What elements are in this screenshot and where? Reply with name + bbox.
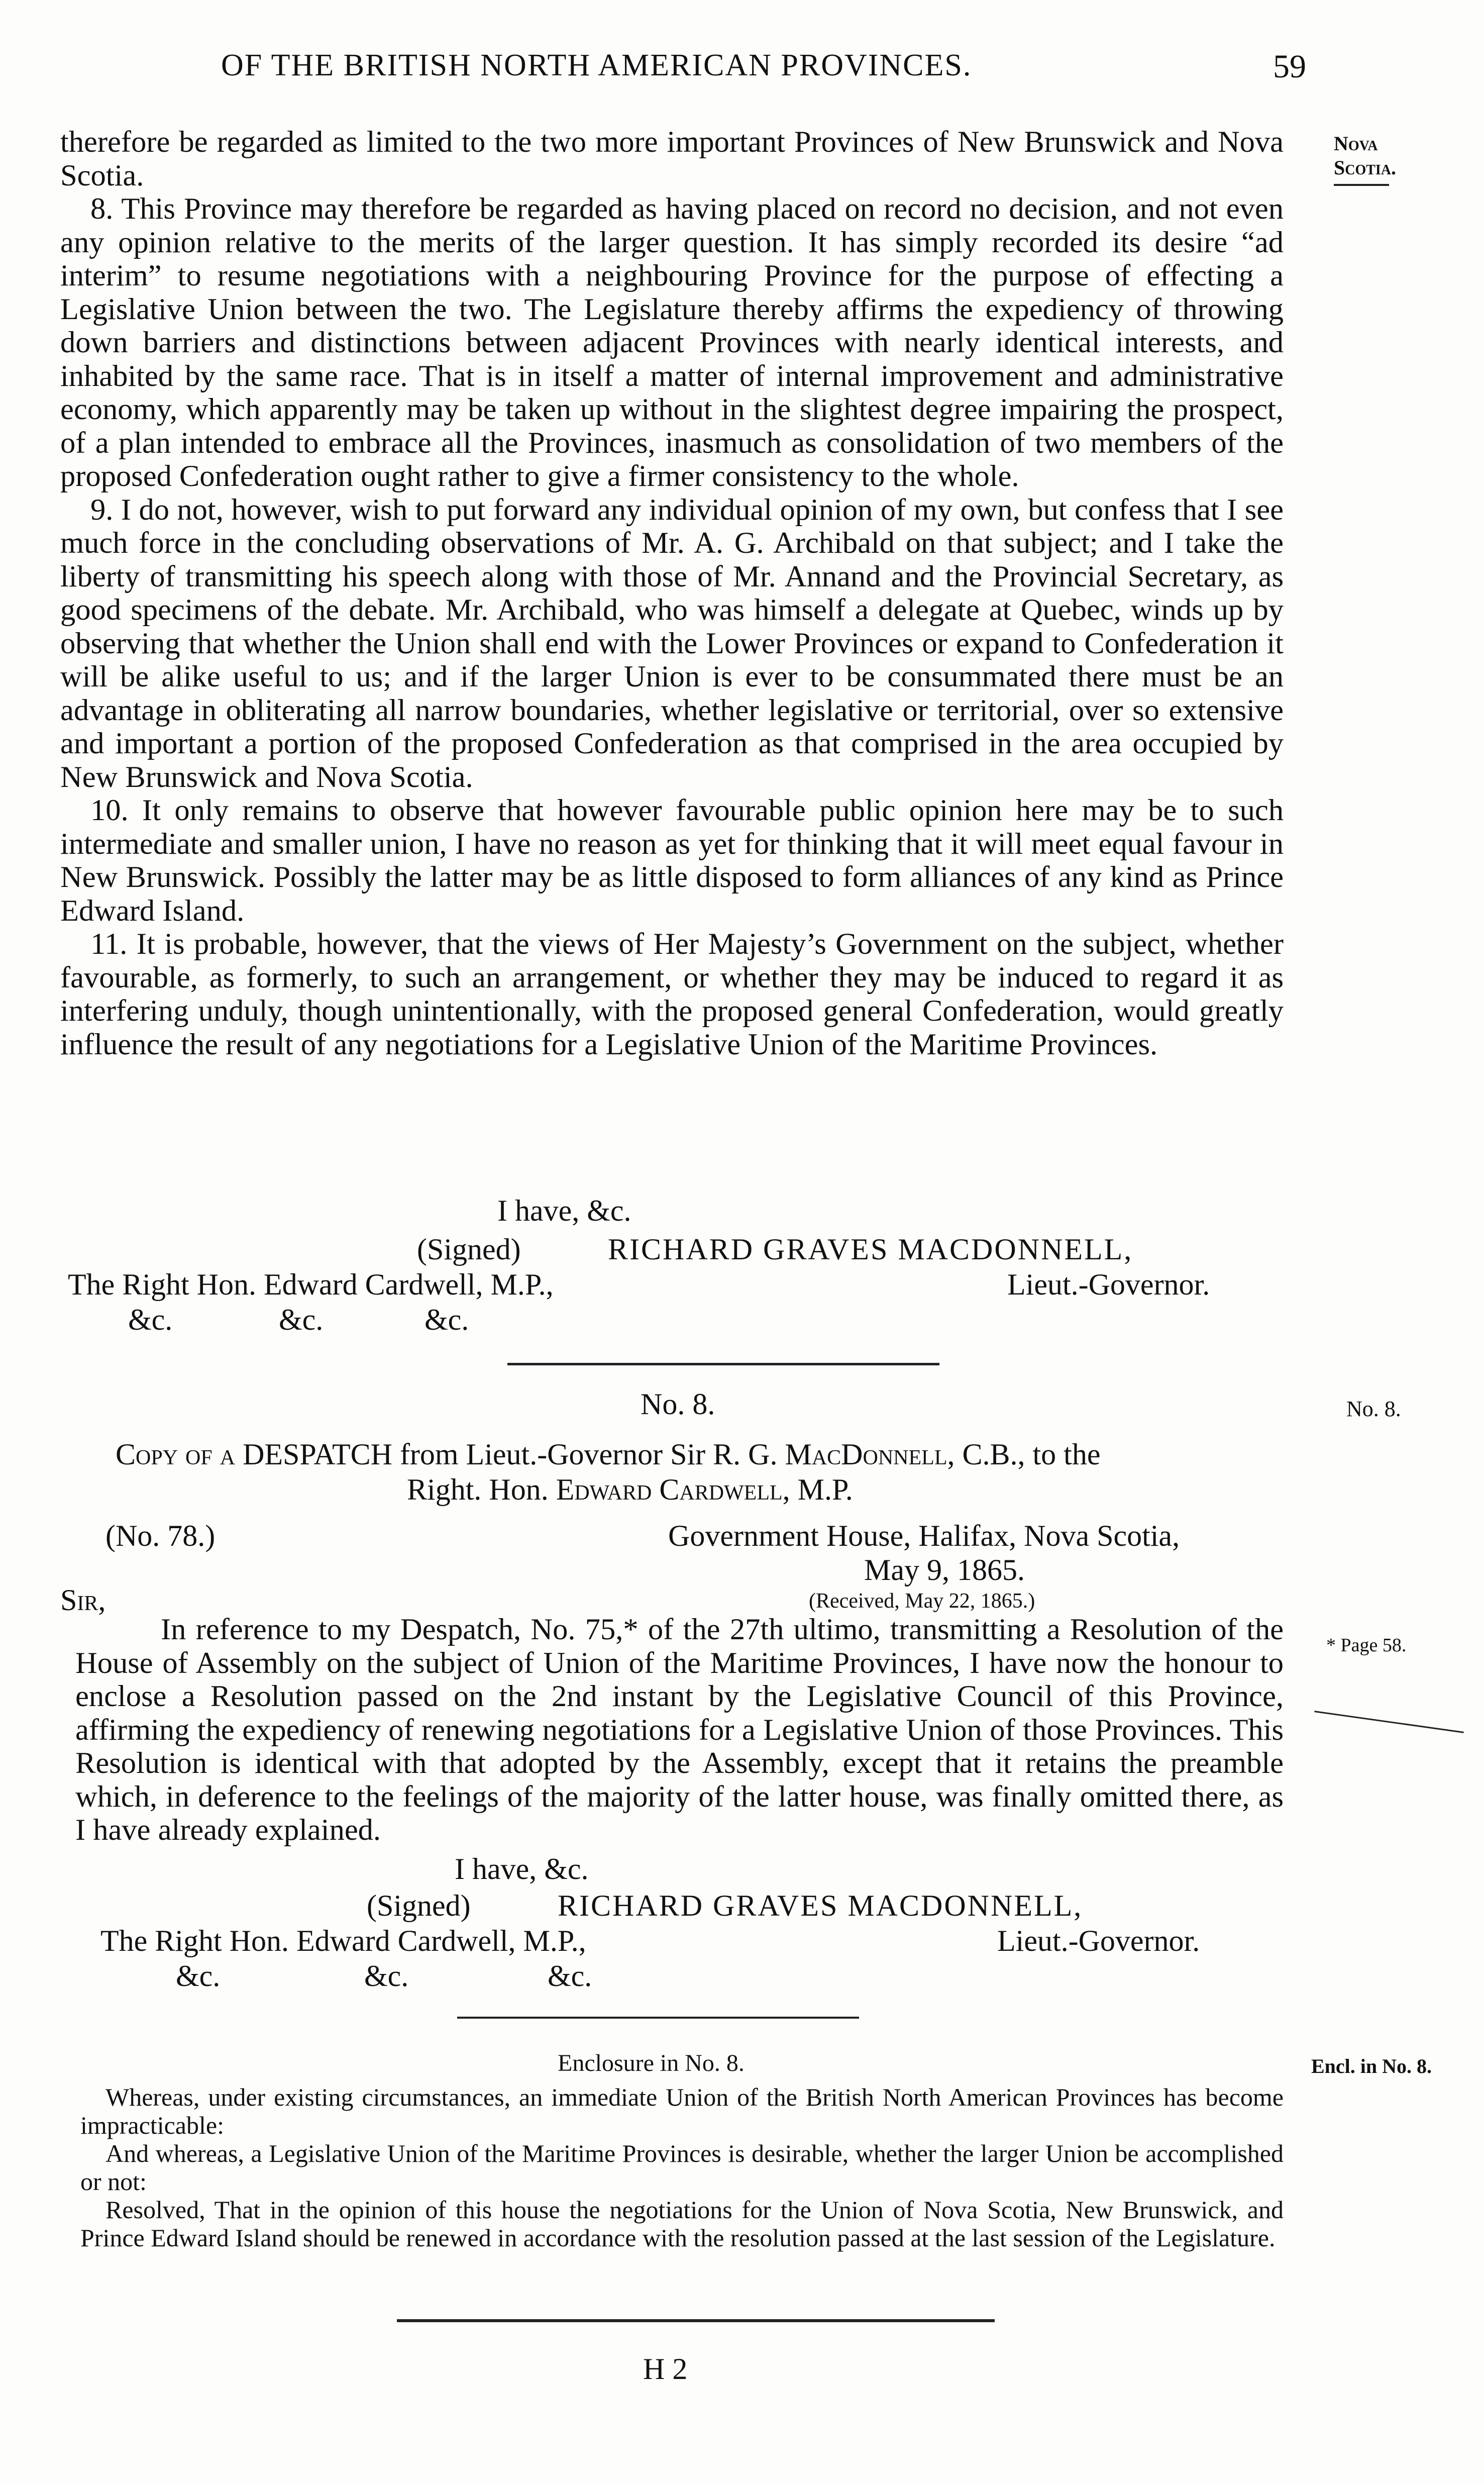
section-rule-2	[457, 2017, 859, 2019]
salutation: Sir,	[60, 1583, 106, 1617]
section-rule-1	[507, 1363, 939, 1365]
letter-body	[60, 126, 1284, 1061]
despatch-number: No. 8.	[641, 1387, 715, 1421]
closing-signed-2: (Signed)	[367, 1889, 471, 1922]
etc-2a: &c.	[176, 1959, 221, 1993]
etc-2c: &c.	[548, 1959, 592, 1993]
margin-note-encl: Encl. in No. 8.	[1311, 2055, 1432, 2077]
addressee-2: The Right Hon. Edward Cardwell, M.P.,	[100, 1924, 586, 1957]
despatch-paragraph: In reference to my Despatch, No. 75,* of the 27th ultimo, transmitting a Resolution of the House of Assembly on the subject of Union of the Maritime Provinces, I have now the honour to enclose a Resolution passed on the 2nd instant by the Legislative Council of this Province, affirming the expediency of renewing negotiations for a Legislative Union of those Provinces. This Resolution is identical with that adopted by the Assembly, except that it retains the preamble which, in deference to the feelings of the majority of the latter house, was finally omitted there, as I have already explained.	[75, 1613, 1284, 1847]
etc-1a: &c.	[128, 1303, 173, 1336]
received-date: (Received, May 22, 1865.)	[809, 1590, 1035, 1613]
whereas-clause-2: And whereas, a Legislative Union of the Maritime Provinces is desirable, whether the larger Union be accomplished or not:	[80, 2139, 1284, 2196]
margin-note-nova-scotia: Nova Scotia.	[1334, 132, 1484, 186]
resolved-clause: Resolved, That in the opinion of this house the negotiations for the Union of Nova Scotia, New Brunswick, and Prince Edward Island should be renewed in accordance with the resolution passed at the last session of the Legislature.	[80, 2196, 1284, 2252]
signatory-title-2: Lieut.-Governor.	[997, 1924, 1200, 1957]
paragraph-11: 11. It is probable, however, that the views of Her Majesty’s Government on the subject, whether favourable, as formerly, to such an arrangement, or whether they may be induced to regard it as interfering unduly, though unintentionally, with the proposed general Confederation, would greatly influence the result of any negotiations for a Legislative Union of the Maritime Provinces.	[60, 927, 1284, 1061]
despatch-place: Government House, Halifax, Nova Scotia,	[668, 1519, 1180, 1552]
paragraph-8: 8. This Province may therefore be regarded as having placed on record no decision, and not even any opinion relative to the merits of the larger question. It has simply recorded its desire “ad interim” to resume negotiations with a neighbouring Province for the purpose of effecting a Legislative Union between the two. The Legislature thereby affirms the expediency of throwing down barriers and distinctions between adjacent Provinces with nearly identical interests, and inhabited by the same race. That is in itself a matter of internal improvement and administrative economy, which apparently may be taken up without in the slightest degree impairing the prospect, of a plan intended to embrace all the Provinces, inasmuch as consolidation of two members of the proposed Confederation ought rather to give a firmer consistency to the whole.	[60, 192, 1284, 493]
margin-note-no8: No. 8.	[1346, 1397, 1401, 1421]
addressee-1: The Right Hon. Edward Cardwell, M.P.,	[68, 1268, 554, 1301]
page-header	[221, 48, 1306, 98]
despatch-body	[75, 1613, 1284, 1847]
despatch-date: May 9, 1865.	[864, 1553, 1025, 1586]
page-number: 59	[1273, 48, 1306, 85]
paragraph-10: 10. It only remains to observe that however favourable public opinion here may be to such intermediate and smaller union, I have no reason as yet for thinking that it will meet equal favour in New Brunswick. Possibly the latter may be as little disposed to form alliances of any kind as Prince Edward Island.	[60, 793, 1284, 928]
etc-2b: &c.	[364, 1959, 409, 1993]
closing-signed-1: (Signed)	[417, 1233, 521, 1266]
etc-1b: &c.	[279, 1303, 324, 1336]
enclosure-heading: Enclosure in No. 8.	[558, 2050, 745, 2076]
signatory-name-2: RICHARD GRAVES MACDONNELL,	[558, 1889, 1083, 1922]
whereas-clause-1: Whereas, under existing circumstances, an immediate Union of the British North American Provinces has become impracticable:	[80, 2083, 1284, 2139]
margin-note-page-ref: * Page 58.	[1326, 1635, 1407, 1656]
paragraph-7-continued: therefore be regarded as limited to the two more important Provinces of New Brunswick and Nova Scotia.	[60, 125, 1284, 192]
signature-mark: H 2	[643, 2352, 688, 2386]
closing-i-have-2: I have, &c.	[455, 1852, 589, 1885]
despatch-title-line2: Right. Hon. Edward Cardwell, M.P.	[407, 1473, 853, 1506]
despatch-doc-number: (No. 78.)	[105, 1519, 216, 1552]
enclosure-text	[80, 2083, 1284, 2252]
section-rule-3	[397, 2319, 995, 2322]
despatch-title-line1: Copy of a DESPATCH from Lieut.-Governor Sir R. G. MacDonnell, C.B., to the	[116, 1438, 1101, 1471]
paragraph-9: 9. I do not, however, wish to put forward any individual opinion of my own, but confess that I see much force in the concluding observations of Mr. A. G. Archibald on that subject; and I take the liberty of transmitting his speech along with those of Mr. Annand and the Provincial Secretary, as good specimens of the debate. Mr. Archibald, who was himself a delegate at Quebec, winds up by observing that whether the Union shall end with the Lower Provinces or expand to Confederation it will be alike useful to us; and if the larger Union is ever to be consummated there must be an advantage in obliterating all narrow boundaries, whether legislative or territorial, over so extensive and important a portion of the proposed Confederation as that comprised in the area occupied by New Brunswick and Nova Scotia.	[60, 492, 1284, 794]
etc-1c: &c.	[425, 1303, 469, 1336]
margin-rule	[1334, 184, 1389, 186]
margin-stroke	[1314, 1711, 1463, 1733]
closing-i-have-1: I have, &c.	[497, 1194, 631, 1227]
running-title: OF THE BRITISH NORTH AMERICAN PROVINCES.	[221, 48, 972, 82]
signatory-title-1: Lieut.-Governor.	[1007, 1268, 1210, 1301]
signatory-name-1: RICHARD GRAVES MACDONNELL,	[608, 1233, 1133, 1266]
